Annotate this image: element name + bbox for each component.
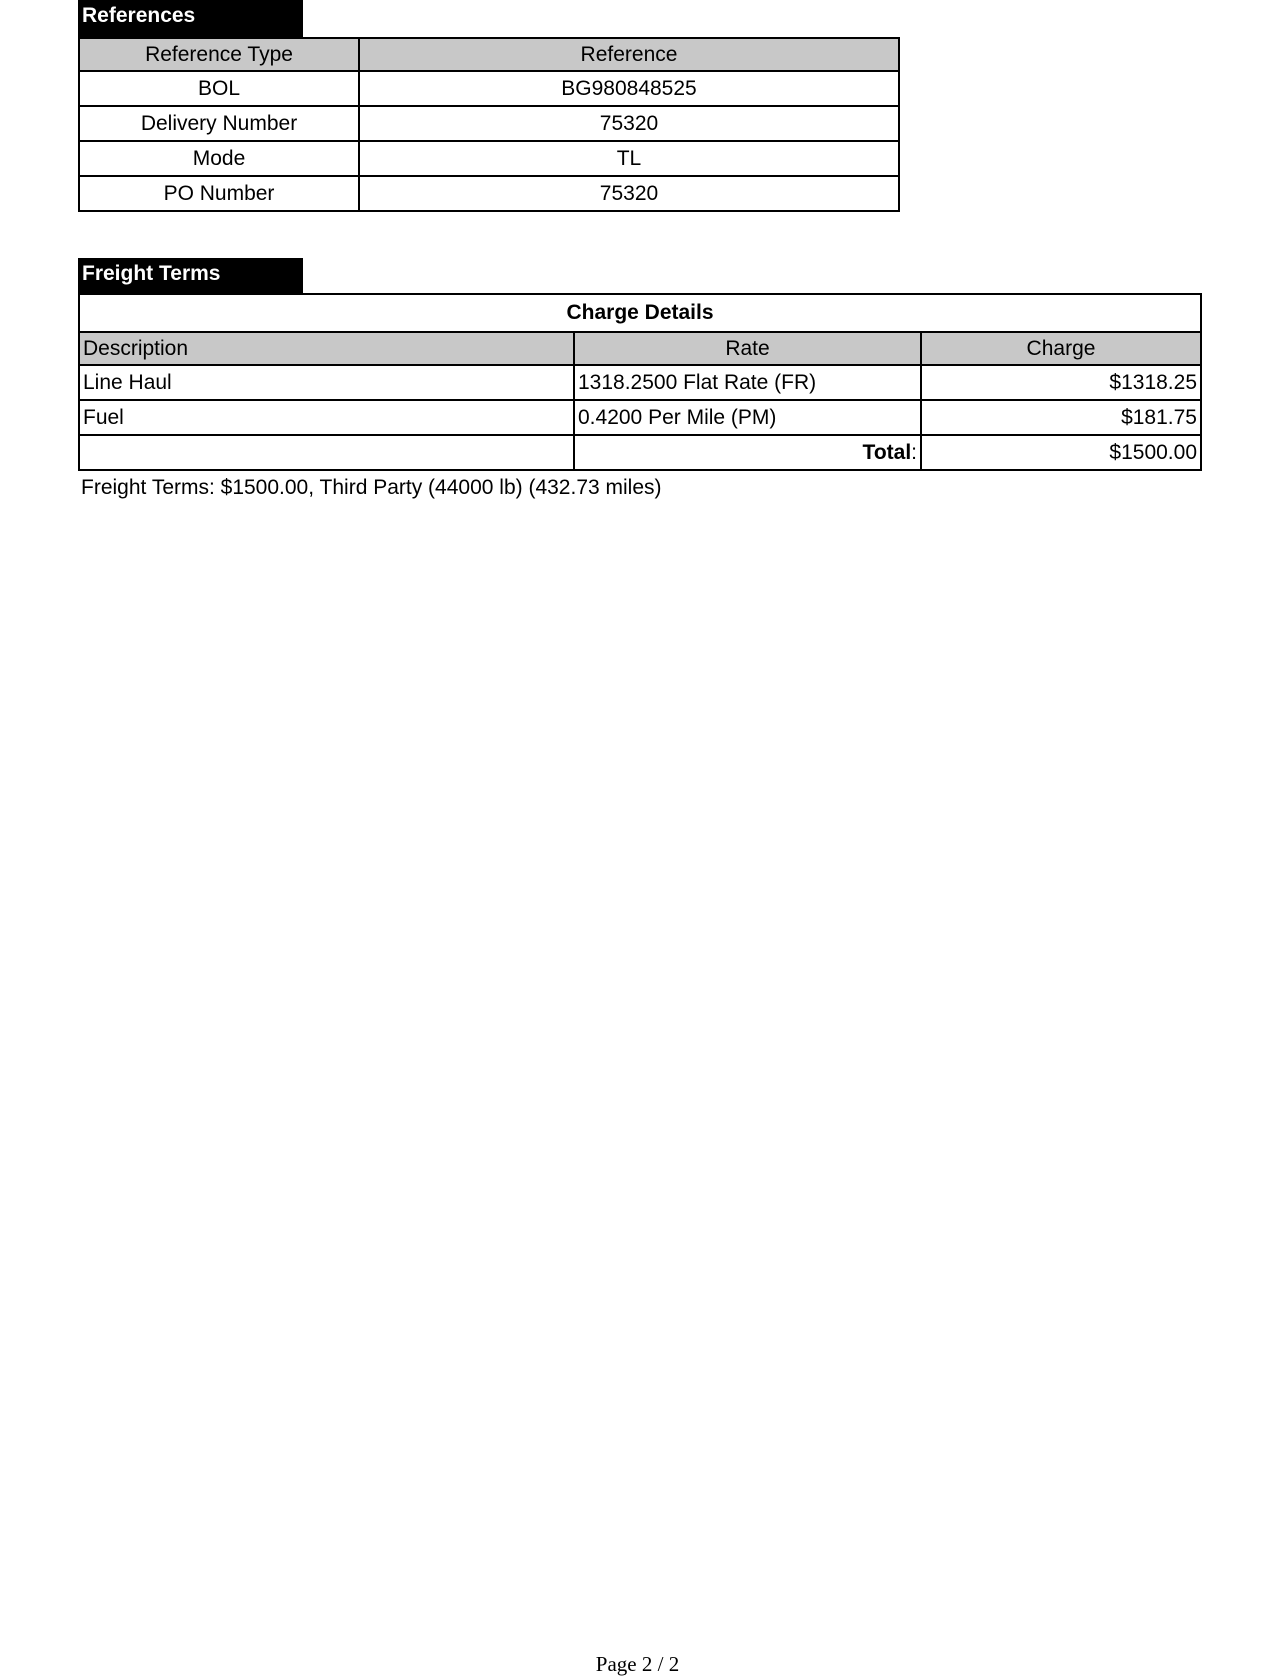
total-empty-cell xyxy=(79,435,574,470)
reference-value-cell: 75320 xyxy=(359,176,899,211)
charge-details-caption-row xyxy=(79,294,1201,332)
charges-header-row xyxy=(79,332,1201,365)
charge-amount-cell: $1318.25 xyxy=(921,365,1201,400)
charge-rate-cell: 1318.2500 Flat Rate (FR) xyxy=(574,365,921,400)
reference-type-cell: PO Number xyxy=(79,176,359,211)
charge-description-cell: Line Haul xyxy=(79,365,574,400)
total-row xyxy=(79,435,1201,470)
freight-terms-summary: Freight Terms: $1500.00, Third Party (44000 lb) (432.73 miles) xyxy=(81,476,662,499)
references-section-title: References xyxy=(78,0,303,38)
reference-type-cell: Delivery Number xyxy=(79,106,359,141)
freight-terms-section-title: Freight Terms xyxy=(78,258,303,295)
charge-rate-cell: 0.4200 Per Mile (PM) xyxy=(574,400,921,435)
table-row xyxy=(79,400,1201,435)
reference-column-header: Reference xyxy=(359,38,899,71)
reference-value-cell: TL xyxy=(359,141,899,176)
reference-type-cell: Mode xyxy=(79,141,359,176)
total-label: Total xyxy=(862,440,912,464)
description-column-header: Description xyxy=(79,332,574,365)
table-row xyxy=(79,141,899,176)
page-number: Page 2 / 2 xyxy=(595,1652,680,1676)
charge-description-cell: Fuel xyxy=(79,400,574,435)
rate-column-header: Rate xyxy=(574,332,921,365)
reference-value-cell: BG980848525 xyxy=(359,71,899,106)
charge-details-table xyxy=(78,293,1202,471)
table-row xyxy=(79,176,899,211)
charge-details-caption: Charge Details xyxy=(79,294,1201,332)
table-row xyxy=(79,71,899,106)
references-header-row xyxy=(79,38,899,71)
reference-type-cell: BOL xyxy=(79,71,359,106)
reference-value-cell: 75320 xyxy=(359,106,899,141)
table-row xyxy=(79,365,1201,400)
total-label-colon: : xyxy=(911,440,917,464)
references-table xyxy=(78,37,900,212)
total-value-cell: $1500.00 xyxy=(921,435,1201,470)
charge-amount-cell: $181.75 xyxy=(921,400,1201,435)
charge-column-header: Charge xyxy=(921,332,1201,365)
table-row xyxy=(79,106,899,141)
total-label-cell xyxy=(574,435,921,470)
reference-type-column-header: Reference Type xyxy=(79,38,359,71)
